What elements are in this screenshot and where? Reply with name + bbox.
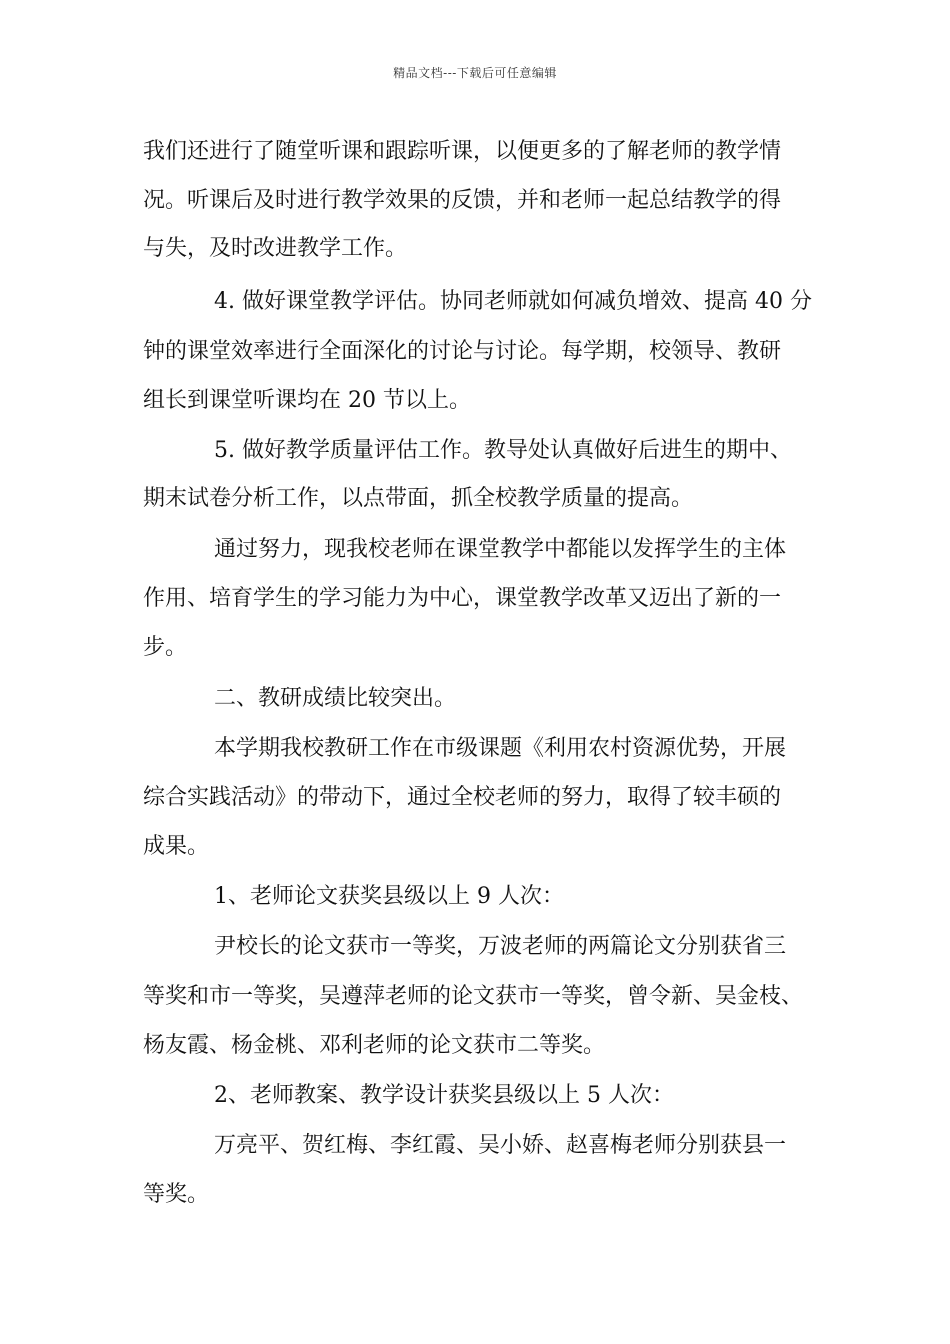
paragraph-line: 成果。 (143, 834, 210, 859)
page-header-note: 精品文档---下载后可任意编辑 (393, 66, 557, 80)
paragraph-line: 等奖和市一等奖，吴遵萍老师的论文获市一等奖，曾令新、吴金枝、 (143, 984, 804, 1009)
paragraph-line: 等奖。 (143, 1182, 210, 1207)
paragraph-line: 钟的课堂效率进行全面深化的讨论与讨论。每学期，校领导、教研 (143, 339, 782, 364)
paragraph-line: 与失，及时改进教学工作。 (143, 236, 408, 261)
list-item-heading: 1、老师论文获奖县级以上 9 人次： (214, 884, 564, 909)
paragraph-line: 4. 做好课堂教学评估。协同老师就如何减负增效、提高 40 分 (214, 289, 812, 314)
paragraph-line: 组长到课堂听课均在 20 节以上。 (143, 388, 471, 413)
paragraph-line: 作用、培育学生的学习能力为中心，课堂教学改革又迈出了新的一 (143, 586, 782, 611)
paragraph-line: 5. 做好教学质量评估工作。教导处认真做好后进生的期中、 (214, 438, 792, 463)
paragraph-line: 综合实践活动》的带动下，通过全校老师的努力，取得了较丰硕的 (143, 785, 782, 810)
paragraph-line: 通过努力，现我校老师在课堂教学中都能以发挥学生的主体 (214, 537, 787, 562)
paragraph-line: 万亮平、贺红梅、李红霞、吴小娇、赵喜梅老师分别获县一 (214, 1133, 787, 1158)
list-item-heading: 2、老师教案、教学设计获奖县级以上 5 人次： (214, 1083, 674, 1108)
paragraph-line: 本学期我校教研工作在市级课题《利用农村资源优势，开展 (214, 736, 787, 761)
paragraph-line: 杨友霞、杨金桃、邓利老师的论文获市二等奖。 (143, 1033, 606, 1058)
paragraph-line: 尹校长的论文获市一等奖，万波老师的两篇论文分别获省三 (214, 934, 787, 959)
paragraph-line: 期末试卷分析工作，以点带面，抓全校教学质量的提高。 (143, 486, 694, 511)
paragraph-line: 我们还进行了随堂听课和跟踪听课，以便更多的了解老师的教学情 (143, 139, 782, 164)
paragraph-line: 况。听课后及时进行教学效果的反馈，并和老师一起总结教学的得 (143, 188, 782, 213)
section-heading: 二、教研成绩比较突出。 (214, 686, 457, 711)
paragraph-line: 步。 (143, 635, 188, 660)
